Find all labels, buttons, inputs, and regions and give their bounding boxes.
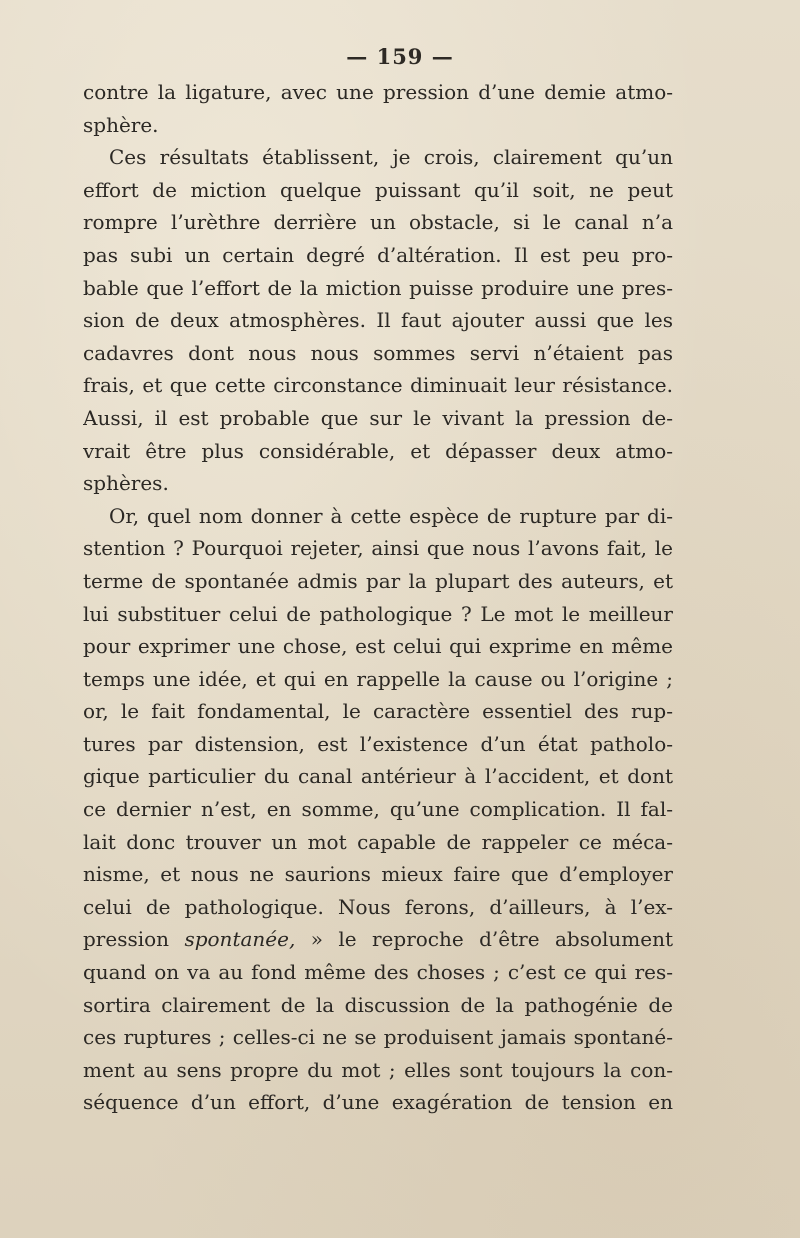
text-line: contre la ligature, avec une pression d’une demie atmo- [83, 80, 673, 104]
text-line: frais, et que cette circonstance diminuait leur résistance. [83, 373, 673, 398]
text-line: sion de deux atmosphères. Il faut ajouter aussi que les [83, 308, 673, 333]
text-line: or, le fait fondamental, le caractère essentiel des rup- [83, 699, 673, 724]
text-line: ment au sens propre du mot ; elles sont toujours la con- [83, 1057, 673, 1082]
text-line: ces ruptures ; celles-ci ne se produisent jamais spontané- [83, 1025, 673, 1050]
text-line: pour exprimer une chose, est celui qui exprime en même [83, 634, 673, 659]
text-line: Aussi, il est probable que sur le vivant la pression de- [83, 405, 673, 430]
text-line: séquence d’un effort, d’une exagération de tension en [83, 1090, 673, 1115]
text-line: lait donc trouver un mot capable de rappeler ce méca- [83, 829, 673, 854]
body-text [83, 76, 673, 1119]
text-line: vrait être plus considérable, et dépasser deux atmo- [83, 438, 673, 463]
text-line: rompre l’urèthre derrière un obstacle, si le canal n’a [83, 210, 673, 235]
text-line: cadavres dont nous nous sommes servi n’étaient pas [83, 340, 673, 365]
italic-term: spontanée, [184, 927, 296, 952]
text-line: temps une idée, et qui en rappelle la cause ou l’origine ; [83, 666, 673, 691]
text-line: pas subi un certain degré d’altération. Il est peu pro- [83, 242, 673, 267]
text-line: nisme, et nous ne saurions mieux faire que d’employer [83, 862, 673, 887]
text-line: sphères. [83, 471, 169, 496]
text-line: Or, quel nom donner à cette espèce de rupture par di- [109, 503, 673, 528]
text-line: celui de pathologique. Nous ferons, d’ailleurs, à l’ex- [83, 894, 673, 919]
text-line: sortira clairement de la discussion de la pathogénie de [83, 992, 673, 1017]
text-line: ce dernier n’est, en somme, qu’une complication. Il fal- [83, 797, 673, 822]
text-segment: » le reproche d’être absolument [310, 927, 673, 952]
text-line: sphère. [83, 112, 159, 137]
page-number: — 159 — [346, 44, 454, 69]
text-line: terme de spontanée admis par la plupart des auteurs, et [83, 568, 673, 593]
text-line: effort de miction quelque puissant qu’il soit, ne peut [83, 177, 673, 202]
text-line [83, 923, 673, 956]
text-line: quand on va au fond même des choses ; c’est ce qui res- [83, 960, 673, 985]
text-line: stention ? Pourquoi rejeter, ainsi que nous l’avons fait, le [83, 536, 673, 561]
text-line: Ces résultats établissent, je crois, clairement qu’un [109, 145, 673, 170]
text-line: bable que l’effort de la miction puisse produire une pres- [83, 275, 673, 300]
text-line: gique particulier du canal antérieur à l’accident, et dont [83, 764, 673, 789]
text-segment: pression [83, 927, 185, 952]
text-line: lui substituer celui de pathologique ? Le mot le meilleur [83, 601, 673, 626]
text-line: tures par distension, est l’existence d’un état patholo- [83, 731, 673, 756]
